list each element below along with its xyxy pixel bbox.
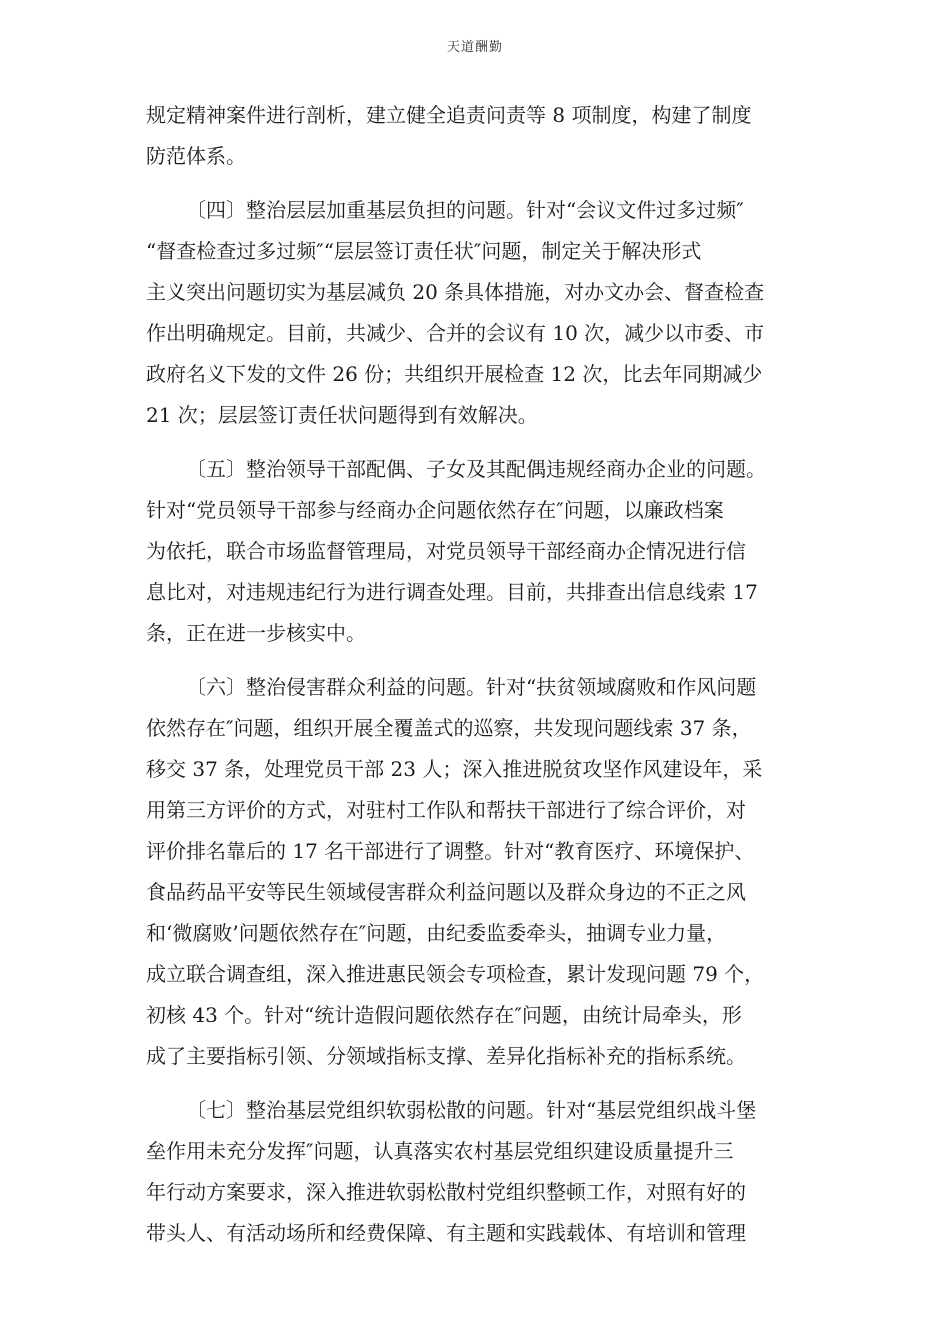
text-line: 〔五〕整治领导干部配偶、子女及其配偶违规经商办企业的问题。 xyxy=(186,457,766,481)
document-body xyxy=(146,95,806,1254)
text-line: 用第三方评价的方式，对驻村工作队和帮扶干部进行了综合评价，对 xyxy=(146,798,746,822)
text-line: 垒作用未充分发挥″问题，认真落实农村基层党组织建设质量提升三 xyxy=(146,1139,734,1163)
text-line: 依然存在″问题，组织开展全覆盖式的巡察，共发现问题线索 37 条， xyxy=(146,716,752,740)
text-line: 〔六〕整治侵害群众利益的问题。针对“扶贫领域腐败和作风问题 xyxy=(186,675,757,699)
text-line: 〔七〕整治基层党组织软弱松散的问题。针对“基层党组织战斗堡 xyxy=(186,1098,757,1122)
page-header: 天道酬勤 xyxy=(446,40,503,55)
paragraph xyxy=(146,1090,806,1254)
text-line: 成立联合调查组，深入推进惠民领会专项检查，累计发现问题 79 个， xyxy=(146,962,765,986)
text-line: “督查检查过多过频″“层层签订责任状″问题，制定关于解决形式 xyxy=(146,239,702,263)
text-line: 防范体系。 xyxy=(146,144,246,168)
text-line: 评价排名靠后的 17 名干部进行了调整。针对“教育医疗、环境保护、 xyxy=(146,839,755,863)
text-line: 食品药品平安等民生领域侵害群众利益问题以及群众身边的不正之风 xyxy=(146,880,746,904)
text-line: 带头人、有活动场所和经费保障、有主题和实践载体、有培训和管理 xyxy=(146,1221,746,1245)
text-line: 规定精神案件进行剖析，建立健全追责问责等 8 项制度，构建了制度 xyxy=(146,103,752,127)
text-line: 和‘微腐败’问题依然存在″问题，由纪委监委牵头，抽调专业力量， xyxy=(146,921,727,945)
paragraph xyxy=(146,667,806,1077)
text-line: 成了主要指标引领、分领域指标支撑、差异化指标补充的指标系统。 xyxy=(146,1044,746,1068)
text-line: 息比对，对违规违纪行为进行调查处理。目前，共排查出信息线索 17 xyxy=(146,580,758,604)
text-line: 〔四〕整治层层加重基层负担的问题。针对“会议文件过多过频″ xyxy=(186,198,744,222)
text-line: 主义突出问题切实为基层减负 20 条具体措施，对办文办会、督查检查 xyxy=(146,280,765,304)
text-line: 年行动方案要求，深入推进软弱松散村党组织整顿工作，对照有好的 xyxy=(146,1180,746,1204)
text-line: 移交 37 条，处理党员干部 23 人；深入推进脱贫攻坚作风建设年，采 xyxy=(146,757,763,781)
text-line: 21 次；层层签订责任状问题得到有效解决。 xyxy=(146,403,538,427)
paragraph xyxy=(146,190,806,436)
text-line: 初核 43 个。针对“统计造假问题依然存在″问题，由统计局牵头，形 xyxy=(146,1003,742,1027)
text-line: 为依托，联合市场监督管理局，对党员领导干部经商办企情况进行信 xyxy=(146,539,746,563)
text-line: 政府名义下发的文件 26 份；共组织开展检查 12 次，比去年同期减少 xyxy=(146,362,763,386)
text-line: 作出明确规定。目前，共减少、合并的会议有 10 次，减少以市委、市 xyxy=(146,321,765,345)
paragraph xyxy=(146,449,806,654)
text-line: 条，正在进一步核实中。 xyxy=(146,621,366,645)
paragraph xyxy=(146,95,806,177)
text-line: 针对“党员领导干部参与经商办企问题依然存在″问题，以廉政档案 xyxy=(146,498,724,522)
